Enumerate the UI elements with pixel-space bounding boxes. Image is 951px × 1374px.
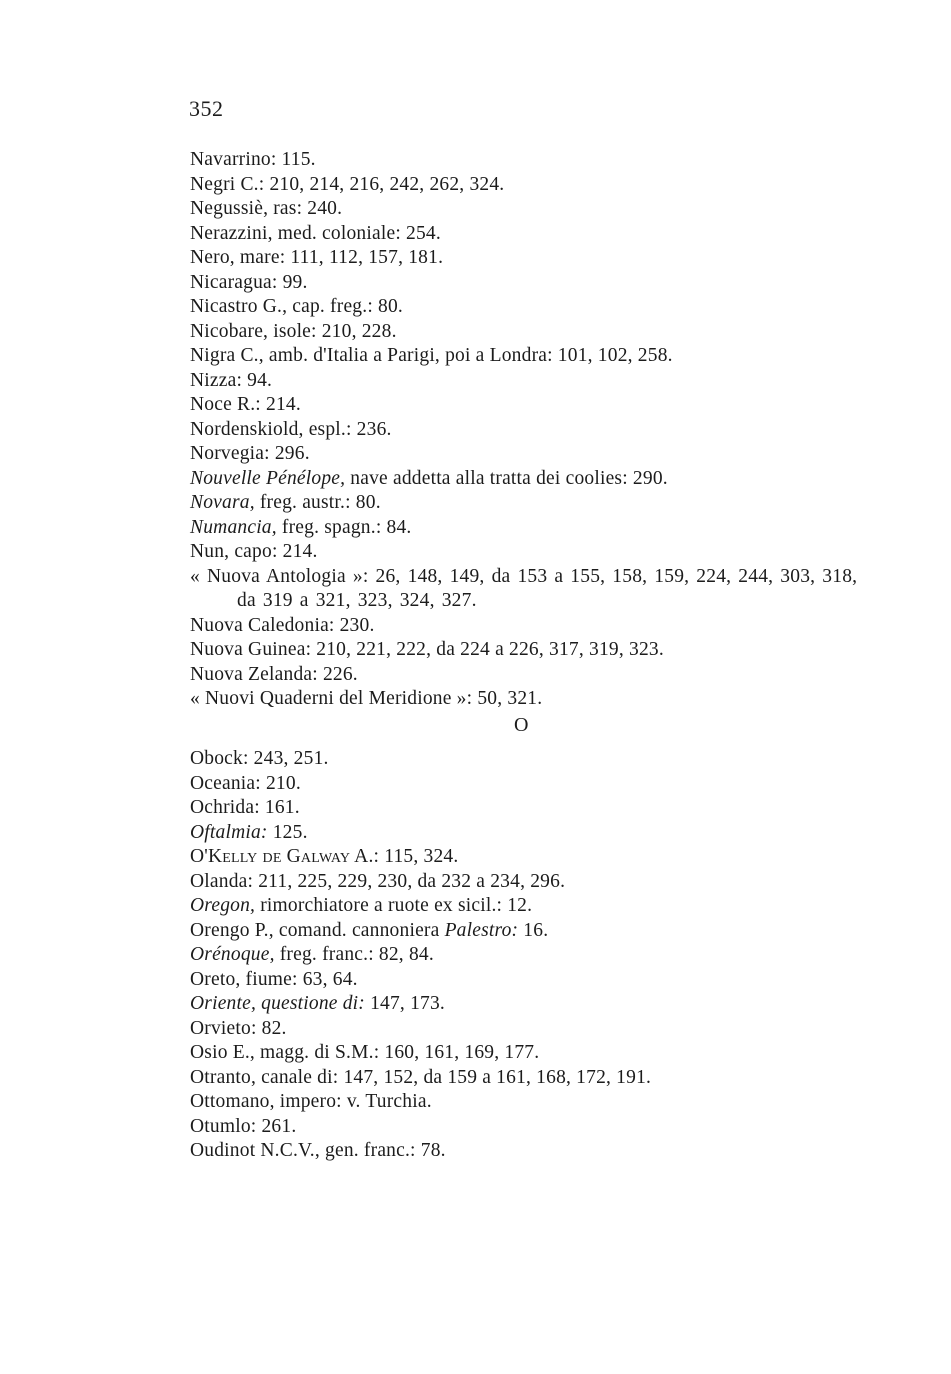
index-entry-text: Oreto, fiume: 63, 64. <box>190 968 358 990</box>
index-section-n <box>190 148 880 712</box>
index-entry-text: « Nuovi Quaderni del Meridione »: 50, 321. <box>190 688 543 709</box>
index-entry-italic: Palestro: <box>444 919 519 941</box>
index-entry <box>190 1017 880 1042</box>
index-entry-text: Oudinot N.C.V., gen. franc.: 78. <box>190 1140 446 1161</box>
index-entry <box>190 1115 880 1140</box>
page-number: 352 <box>189 96 224 121</box>
index-entry <box>190 614 880 639</box>
index-entry-rest: 16. <box>518 919 549 941</box>
index-entry <box>190 663 880 688</box>
index-entry-italic: Oftalmia: <box>190 821 268 843</box>
index-entry <box>190 148 880 173</box>
index-entry <box>190 1090 880 1115</box>
index-entry <box>190 821 880 846</box>
index-entry <box>190 295 880 320</box>
index-section-o <box>190 747 880 1164</box>
index-entry-smallcaps: O'Kelly de Galway <box>190 846 351 867</box>
index-entry-text: Navarrino: 115. <box>190 149 316 170</box>
index-entry-text: Nero, mare: 111, 112, 157, 181. <box>190 247 444 268</box>
index-entry <box>190 565 880 614</box>
index-entry <box>190 992 880 1017</box>
index-entry <box>190 772 880 797</box>
index-entry <box>190 344 880 369</box>
index-entry-text: Nigra C., amb. d'Italia a Parigi, poi a Londra: 101, 102, 258. <box>190 345 673 366</box>
index-entry <box>190 845 880 870</box>
index-entry <box>190 796 880 821</box>
index-entry-italic: Novara, <box>190 492 255 513</box>
index-entry <box>190 516 880 541</box>
index-entry-lead: Orengo P., comand. cannoniera <box>190 919 445 941</box>
index-entry <box>190 271 880 296</box>
index-entry-rest: 147, 173. <box>365 993 445 1014</box>
index-entry-text: Otumlo: 261. <box>190 1115 297 1137</box>
index-entry-italic: Oregon, <box>190 895 256 916</box>
index-entry <box>190 1041 880 1066</box>
index-entry-text: Norvegia: 296. <box>190 443 310 464</box>
index-entry <box>190 870 880 895</box>
index-entry-text: Negussiè, ras: 240. <box>190 198 343 219</box>
index-entry-text: Nuova Guinea: 210, 221, 222, da 224 a 226, 317, 319, 323. <box>190 639 664 660</box>
index-entry <box>190 467 880 492</box>
index-entry <box>190 442 880 467</box>
index-entry-text: Ottomano, impero: v. Turchia. <box>190 1091 432 1112</box>
index-entry-rest: freg. austr.: 80. <box>254 492 381 513</box>
index-entry-text: Nizza: 94. <box>190 369 273 391</box>
index-entry-text: Osio E., magg. di S.M.: 160, 161, 169, 177. <box>190 1042 540 1063</box>
section-letter-heading: O <box>514 714 529 736</box>
index-entry <box>190 1066 880 1091</box>
index-entry-text: « Nuova Antologia »: 26, 148, 149, da 153 a 155, 158, 159, 224, 244, 303, 318, da 319 a 321, 323, 324, 327. <box>190 565 858 611</box>
index-entry-text: Olanda: 211, 225, 229, 230, da 232 a 234, 296. <box>190 870 566 892</box>
index-entry-rest: freg. spagn.: 84. <box>276 516 412 538</box>
index-entry <box>190 369 880 394</box>
index-entry-rest: 125. <box>267 821 308 843</box>
index-entry-text: Otranto, canale di: 147, 152, da 159 a 161, 168, 172, 191. <box>190 1066 652 1088</box>
index-entry <box>190 222 880 247</box>
index-entry <box>190 320 880 345</box>
index-entry <box>190 638 880 663</box>
index-entry <box>190 968 880 993</box>
index-entry <box>190 919 880 944</box>
index-entry <box>190 197 880 222</box>
index-entry-italic: Orénoque, <box>190 944 275 965</box>
index-entry-text: Nicastro G., cap. freg.: 80. <box>190 296 403 317</box>
index-entry <box>190 246 880 271</box>
index-entry-text: Nerazzini, med. coloniale: 254. <box>190 222 441 244</box>
index-entry <box>190 943 880 968</box>
index-entry <box>190 418 880 443</box>
index-entry-italic: Numancia, <box>190 516 277 538</box>
index-entry-rest: rimorchiatore a ruote ex sicil.: 12. <box>255 895 533 916</box>
index-entry-text: Nun, capo: 214. <box>190 541 318 562</box>
index-entry-text: Negri C.: 210, 214, 216, 242, 262, 324. <box>190 173 505 195</box>
index-entry <box>190 491 880 516</box>
index-entry <box>190 540 880 565</box>
index-entry-rest: freg. franc.: 82, 84. <box>274 944 434 965</box>
index-entry-text: Obock: 243, 251. <box>190 748 329 769</box>
index-entry <box>190 894 880 919</box>
index-entry-text: Nordenskiold, espl.: 236. <box>190 418 392 440</box>
index-entry-italic: Nouvelle Pénélope, <box>190 467 346 489</box>
index-entry-text: Nicaragua: 99. <box>190 271 308 293</box>
index-entry-text: Oceania: 210. <box>190 772 301 794</box>
index-entry-text: Noce R.: 214. <box>190 394 301 415</box>
index-entry <box>190 393 880 418</box>
index-entry-text: Ochrida: 161. <box>190 797 300 818</box>
index-entry-rest: nave addetta alla tratta dei coolies: 290. <box>345 467 668 489</box>
index-entry <box>190 1139 880 1164</box>
index-entry-text: Nuova Caledonia: 230. <box>190 614 375 636</box>
index-entry-text: Orvieto: 82. <box>190 1017 287 1039</box>
index-entry <box>190 687 880 712</box>
index-entry <box>190 173 880 198</box>
index-entry <box>190 747 880 772</box>
index-entry-text: Nuova Zelanda: 226. <box>190 663 358 685</box>
index-entry-rest: A.: 115, 324. <box>350 846 459 867</box>
index-entry-text: Nicobare, isole: 210, 228. <box>190 320 397 342</box>
index-entry-italic: Oriente, questione di: <box>190 993 365 1014</box>
